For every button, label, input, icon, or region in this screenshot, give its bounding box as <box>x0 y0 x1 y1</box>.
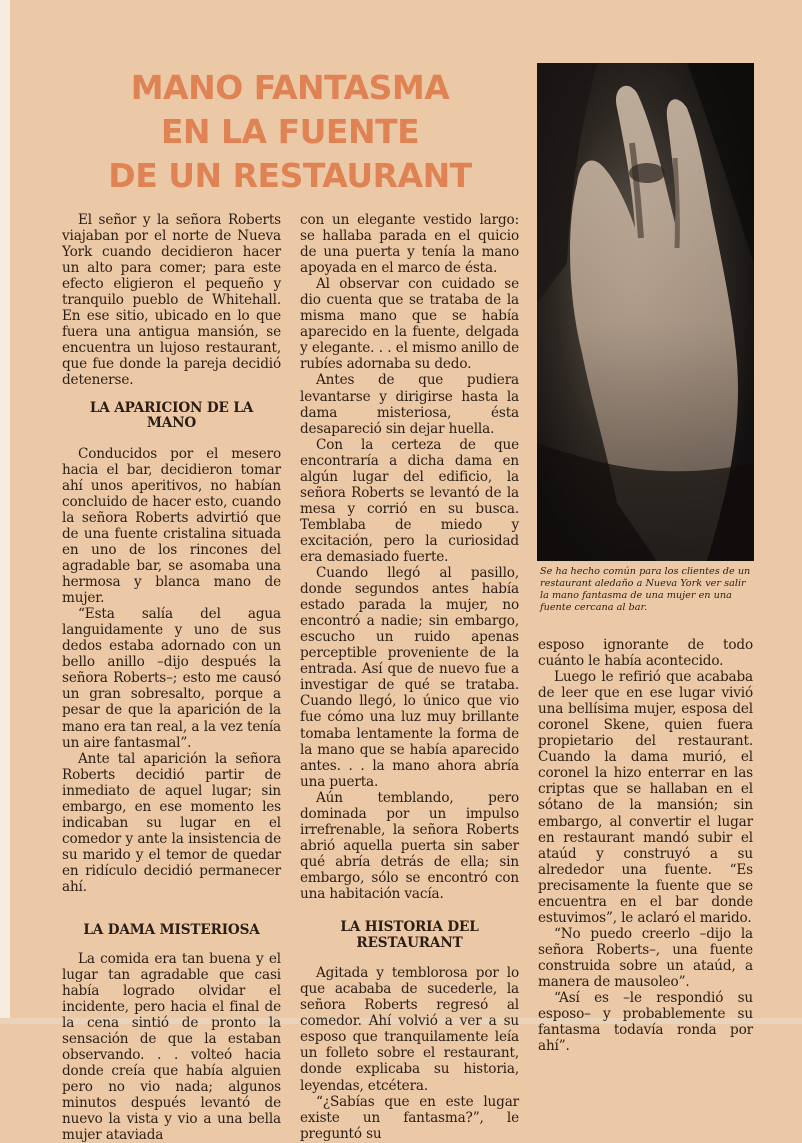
section-heading-dama: LA DAMA MISTERIOSA <box>83 922 260 939</box>
article-title <box>100 66 480 198</box>
title-line-1: MANO FANTASMA <box>130 68 450 107</box>
paragraph: Al observar con cuidado se dio cuenta que se trataba de la misma mano que se había aparecido en la fuente, delgada y elegante. . . el mismo anillo de rubíes adornaba su dedo. <box>300 276 519 373</box>
paragraph: con un elegante vestido largo: se hallaba parada en el quicio de una puerta y tenía la mano apoyada en el marco de ésta. <box>300 212 519 277</box>
ghost-hand-image <box>537 63 754 561</box>
article-column-2 <box>300 212 519 1142</box>
article-column-3 <box>538 637 753 1054</box>
ghost-hand-photo <box>537 63 754 561</box>
paragraph: Con la certeza de que encontraría a dicha dama en algún lugar del edificio, la señora Roberts se levantó de la mesa y corrió en su busca. Temblaba de miedo y excitación, pero la curiosidad era demasiado fuerte. <box>300 436 519 565</box>
paragraph: El señor y la señora Roberts viajaban por el norte de Nueva York cuando decidieron hacer un alto para comer; para este efecto eligieron el pequeño y tranquilo pueblo de Whitehall. En ese sitio, ubicado en lo que fuera una antigua mansión, se encuentra un lujoso restaurant, que fue donde la pareja decidió detenerse. <box>62 212 281 389</box>
paragraph: Agitada y temblorosa por lo que acababa de sucederle, la señora Roberts regresó al comedor. Ahí volvió a ver a su esposo que tranquilamente leía un folleto sobre el restaurant, donde explicaba su historia, leyendas, etcétera. <box>300 965 519 1094</box>
paragraph: Luego le refirió que acababa de leer que en ese lugar vivió una bellísima mujer, esposa del coronel Skene, quien fuera propietario del restaurant. Cuando la dama murió, el coronel la hizo enterrar en las criptas que se hallaban en el sótano de la mansión; sin embargo, al convertir el lugar en restaurant mandó subir el ataúd y construyó a su alrededor una fuente. “Es precisamente la fuente que se encuentra en el bar donde estuvimos”, le aclaró el marido. <box>538 669 753 926</box>
paragraph: La comida era tan buena y el lugar tan agradable que casi había logrado olvidar el incidente, pero hacia el final de la cena sintió de pronto la sensación de que la estaban observando. . . volteó hacia donde creía que había alguien pero no vio nada; algunos minutos después levantó de nuevo la vista y vio a una bella mujer ataviada <box>62 950 281 1143</box>
paragraph: esposo ignorante de todo cuánto le había acontecido. <box>538 637 753 670</box>
article-column-1 <box>62 212 281 1143</box>
section-heading-aparicion: LA APARICION DE LA MANO <box>89 399 254 432</box>
paragraph: “Así es –le respondió su esposo– y probablemente su fantasma todavía ronda por ahí”. <box>538 990 753 1055</box>
title-line-2: EN LA FUENTE <box>160 112 420 151</box>
paragraph: Aún temblando, pero dominada por un impulso irrefrenable, la señora Roberts abrió aquella puerta sin saber qué abría detrás de ella; sin embargo, sólo se encontró con una habitación vacía. <box>300 789 519 902</box>
paragraph: Ante tal aparición la señora Roberts decidió partir de inmediato de aquel lugar; sin embargo, en ese momento les indicaban su lugar en el comedor y ante la insistencia de su marido y el temor de quedar en ridículo decidió permanecer ahí. <box>62 750 281 895</box>
paragraph: Cuando llegó al pasillo, donde segundos antes había estado parada la mujer, no encontró a nadie; sin embargo, escucho un ruido apenas perceptible proveniente de la entrada. Así que de nuevo fue a investigar de qué se trataba. Cuando llegó, lo único que vio fue cómo una luz muy brillante tomaba lentamente la forma de la mano que se había aparecido antes. . . la mano ahora abría una puerta. <box>300 565 519 790</box>
title-line-3: DE UN RESTAURANT <box>108 156 472 195</box>
paragraph: “No puedo creerlo –dijo la señora Roberts–, una fuente construida sobre un ataúd, a manera de mausoleo”. <box>538 925 753 990</box>
paragraph: “Esta salía del agua languidamente y uno de sus dedos estaba adornado con un bello anillo –dijo después la señora Roberts–; esto me causó un gran sobresalto, porque a pesar de que la aparición de la mano era tan real, a la vez tenía un aire fantasmal”. <box>62 606 281 751</box>
page-edge <box>0 0 10 1024</box>
paragraph: Antes de que pudiera levantarse y dirigirse hasta la dama misteriosa, ésta desapareció sin dejar huella. <box>300 372 519 437</box>
photo-caption: Se ha hecho común para los clientes de un restaurant aledaño a Nueva York ver salir la mano fantasma de una mujer en una fuente cercana al bar. <box>540 566 751 613</box>
section-heading-historia: LA HISTORIA DEL RESTAURANT <box>340 919 479 951</box>
paragraph: Conducidos por el mesero hacia el bar, decidieron tomar ahí unos aperitivos, no habían concluido de hacer esto, cuando la señora Roberts advirtió que de una fuente cristalina situada en uno de los rincones del agradable bar, se asomaba una hermosa y blanca mano de mujer. <box>62 445 281 607</box>
paragraph: “¿Sabías que en este lugar existe un fantasma?”, le preguntó su <box>300 1093 519 1142</box>
